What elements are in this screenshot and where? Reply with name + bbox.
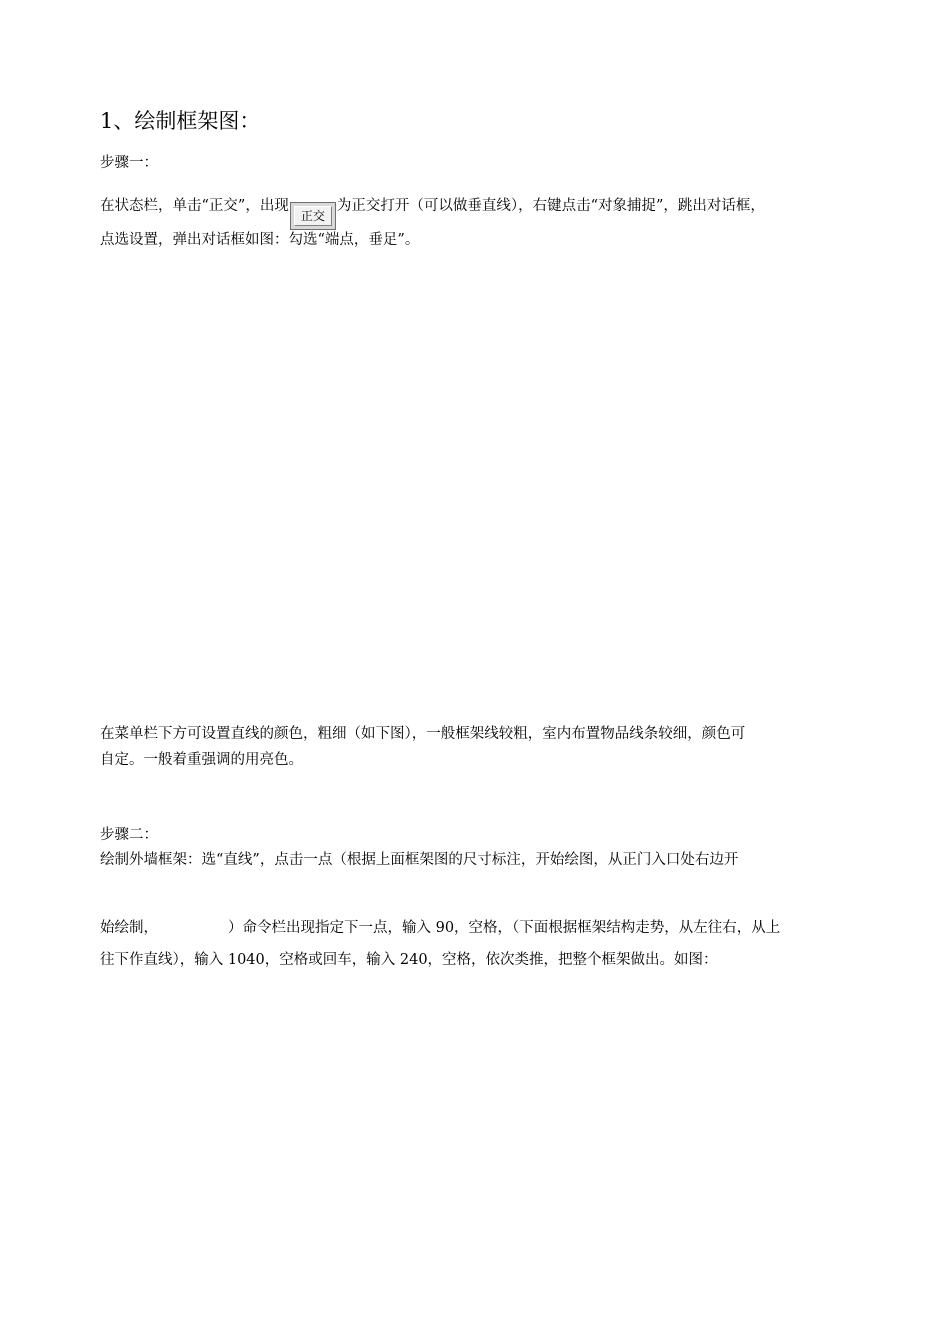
paragraph-3-line-3: 往下作直线），输入 1040，空格或回车，输入 240，空格，依次类推，把整个框架做出。如图：	[100, 952, 718, 968]
step-one-title: 步骤一：	[100, 155, 158, 171]
ortho-toggle-button	[290, 202, 336, 230]
section-heading: 1、绘制框架图：	[100, 109, 261, 133]
paragraph-3-line-1: 绘制外墙框架：选“直线”，点击一点（根据上面框架图的尺寸标注，开始绘图，从正门入口处右边开	[100, 852, 739, 868]
paragraph-3-line-2	[100, 917, 780, 939]
paragraph-1-text-after: 为正交打开（可以做垂直线），右键点击“对象捕捉”，跳出对话框，	[336, 198, 765, 214]
paragraph-3-text-before: 始绘制，	[100, 920, 158, 936]
paragraph-2-line-2: 自定。一般着重强调的用亮色。	[100, 752, 303, 768]
step-two-title: 步骤二：	[100, 827, 158, 843]
paragraph-2-line-1: 在菜单栏下方可设置直线的颜色，粗细（如下图），一般框架线较粗，室内布置物品线条较细，颜色可	[100, 726, 746, 742]
paragraph-3-text-after: ）命令栏出现指定下一点，输入 90，空格，（下面根据框架结构走势，从左往右，从上	[228, 920, 781, 936]
paragraph-1-line-1	[100, 195, 765, 230]
paragraph-1-line-2: 点选设置，弹出对话框如图：勾选“端点，垂足”。	[100, 232, 420, 248]
paragraph-1-text-before: 在状态栏，单击“正交”，出现	[100, 198, 289, 214]
ortho-button-label: 正交	[294, 206, 332, 226]
